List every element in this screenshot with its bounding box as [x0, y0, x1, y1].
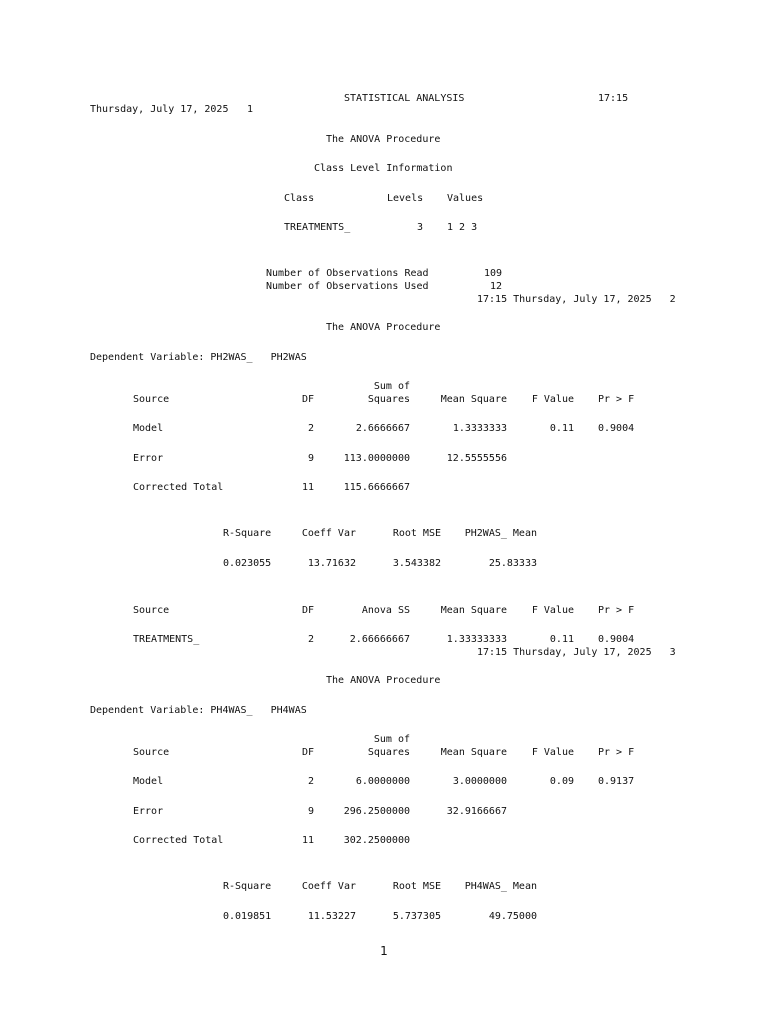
source-header: Source: [133, 605, 170, 616]
obs-read-value: 109: [483, 268, 502, 279]
error-source: Error: [133, 806, 164, 817]
rmse-header: Root MSE: [392, 881, 441, 892]
rsq-header: R-Square: [223, 881, 272, 892]
procedure-title: The ANOVA Procedure: [326, 134, 441, 145]
error-ss: 296.2500000: [343, 806, 410, 817]
model-p: 0.9004: [598, 423, 635, 434]
treatments-source: TREATMENTS_: [133, 634, 200, 645]
f-value-header: F Value: [531, 605, 574, 616]
class-header: Class: [284, 193, 315, 204]
error-ms: 32.9166667: [446, 806, 507, 817]
cv-header: Coeff Var: [301, 528, 356, 539]
model-ss: 6.0000000: [355, 776, 410, 787]
df-header: DF: [301, 605, 314, 616]
p-value-header: Pr > F: [598, 605, 635, 616]
treatments-df: 2: [307, 634, 314, 645]
model-ms: 3.0000000: [452, 776, 507, 787]
rmse-value: 3.543382: [392, 558, 441, 569]
report-title: STATISTICAL ANALYSIS: [344, 93, 465, 104]
model-f: 0.11: [549, 423, 574, 434]
ms-header: Mean Square: [440, 605, 507, 616]
rmse-header: Root MSE: [392, 528, 441, 539]
source-header: Source: [133, 394, 170, 405]
rsq-value: 0.023055: [223, 558, 272, 569]
error-ms: 12.5555556: [446, 453, 507, 464]
df-header: DF: [301, 394, 314, 405]
mean-value: 25.83333: [488, 558, 537, 569]
obs-used-value: 12: [489, 281, 502, 292]
f-value-header: F Value: [531, 747, 574, 758]
model-p: 0.9137: [598, 776, 635, 787]
total-ss: 115.6666667: [343, 482, 410, 493]
treatments-ss: 2.66666667: [349, 634, 410, 645]
ms-header: Mean Square: [440, 747, 507, 758]
ss-header-top: Sum of: [373, 734, 410, 745]
model-source: Model: [133, 423, 164, 434]
dependent-variable: Dependent Variable: PH4WAS_ PH4WAS: [90, 705, 307, 716]
mean-header: PH2WAS_ Mean: [464, 528, 537, 539]
error-df: 9: [307, 453, 314, 464]
model-source: Model: [133, 776, 164, 787]
class-name: TREATMENTS_: [284, 222, 351, 233]
treatments-p: 0.9004: [598, 634, 635, 645]
anova-ss-header: Anova SS: [361, 605, 410, 616]
model-f: 0.09: [549, 776, 574, 787]
p-value-header: Pr > F: [598, 747, 635, 758]
footer-page-number: 1: [380, 944, 388, 958]
error-ss: 113.0000000: [343, 453, 410, 464]
model-df: 2: [307, 776, 314, 787]
error-source: Error: [133, 453, 164, 464]
page-header-3: 17:15 Thursday, July 17, 2025 3: [477, 647, 676, 658]
treatments-ms: 1.33333333: [446, 634, 507, 645]
source-header: Source: [133, 747, 170, 758]
df-header: DF: [301, 747, 314, 758]
class-values: 1 2 3: [447, 222, 478, 233]
model-ss: 2.6666667: [355, 423, 410, 434]
f-value-header: F Value: [531, 394, 574, 405]
total-df: 11: [301, 835, 314, 846]
error-df: 9: [307, 806, 314, 817]
page-header-2: 17:15 Thursday, July 17, 2025 2: [477, 294, 676, 305]
rmse-value: 5.737305: [392, 911, 441, 922]
total-ss: 302.2500000: [343, 835, 410, 846]
mean-header: PH4WAS_ Mean: [464, 881, 537, 892]
cv-header: Coeff Var: [301, 881, 356, 892]
ms-header: Mean Square: [440, 394, 507, 405]
mean-value: 49.75000: [488, 911, 537, 922]
obs-used-label: Number of Observations Used: [266, 281, 429, 292]
class-info-title: Class Level Information: [314, 163, 453, 174]
procedure-title: The ANOVA Procedure: [326, 675, 441, 686]
levels-header: Levels: [387, 193, 424, 204]
total-source: Corrected Total: [133, 482, 224, 493]
values-header: Values: [447, 193, 484, 204]
ss-header-bottom: Squares: [367, 747, 410, 758]
rsq-header: R-Square: [223, 528, 272, 539]
model-df: 2: [307, 423, 314, 434]
dependent-variable: Dependent Variable: PH2WAS_ PH2WAS: [90, 352, 307, 363]
ss-header-bottom: Squares: [367, 394, 410, 405]
rsq-value: 0.019851: [223, 911, 272, 922]
obs-read-label: Number of Observations Read: [266, 268, 429, 279]
header-time: 17:15: [598, 93, 629, 104]
treatments-f: 0.11: [549, 634, 574, 645]
header-date: Thursday, July 17, 2025: [90, 104, 229, 115]
header-page-number: 1: [247, 104, 254, 115]
p-value-header: Pr > F: [598, 394, 635, 405]
procedure-title: The ANOVA Procedure: [326, 322, 441, 333]
cv-value: 11.53227: [307, 911, 356, 922]
model-ms: 1.3333333: [452, 423, 507, 434]
cv-value: 13.71632: [307, 558, 356, 569]
total-df: 11: [301, 482, 314, 493]
ss-header-top: Sum of: [373, 381, 410, 392]
total-source: Corrected Total: [133, 835, 224, 846]
class-levels: 3: [417, 222, 424, 233]
